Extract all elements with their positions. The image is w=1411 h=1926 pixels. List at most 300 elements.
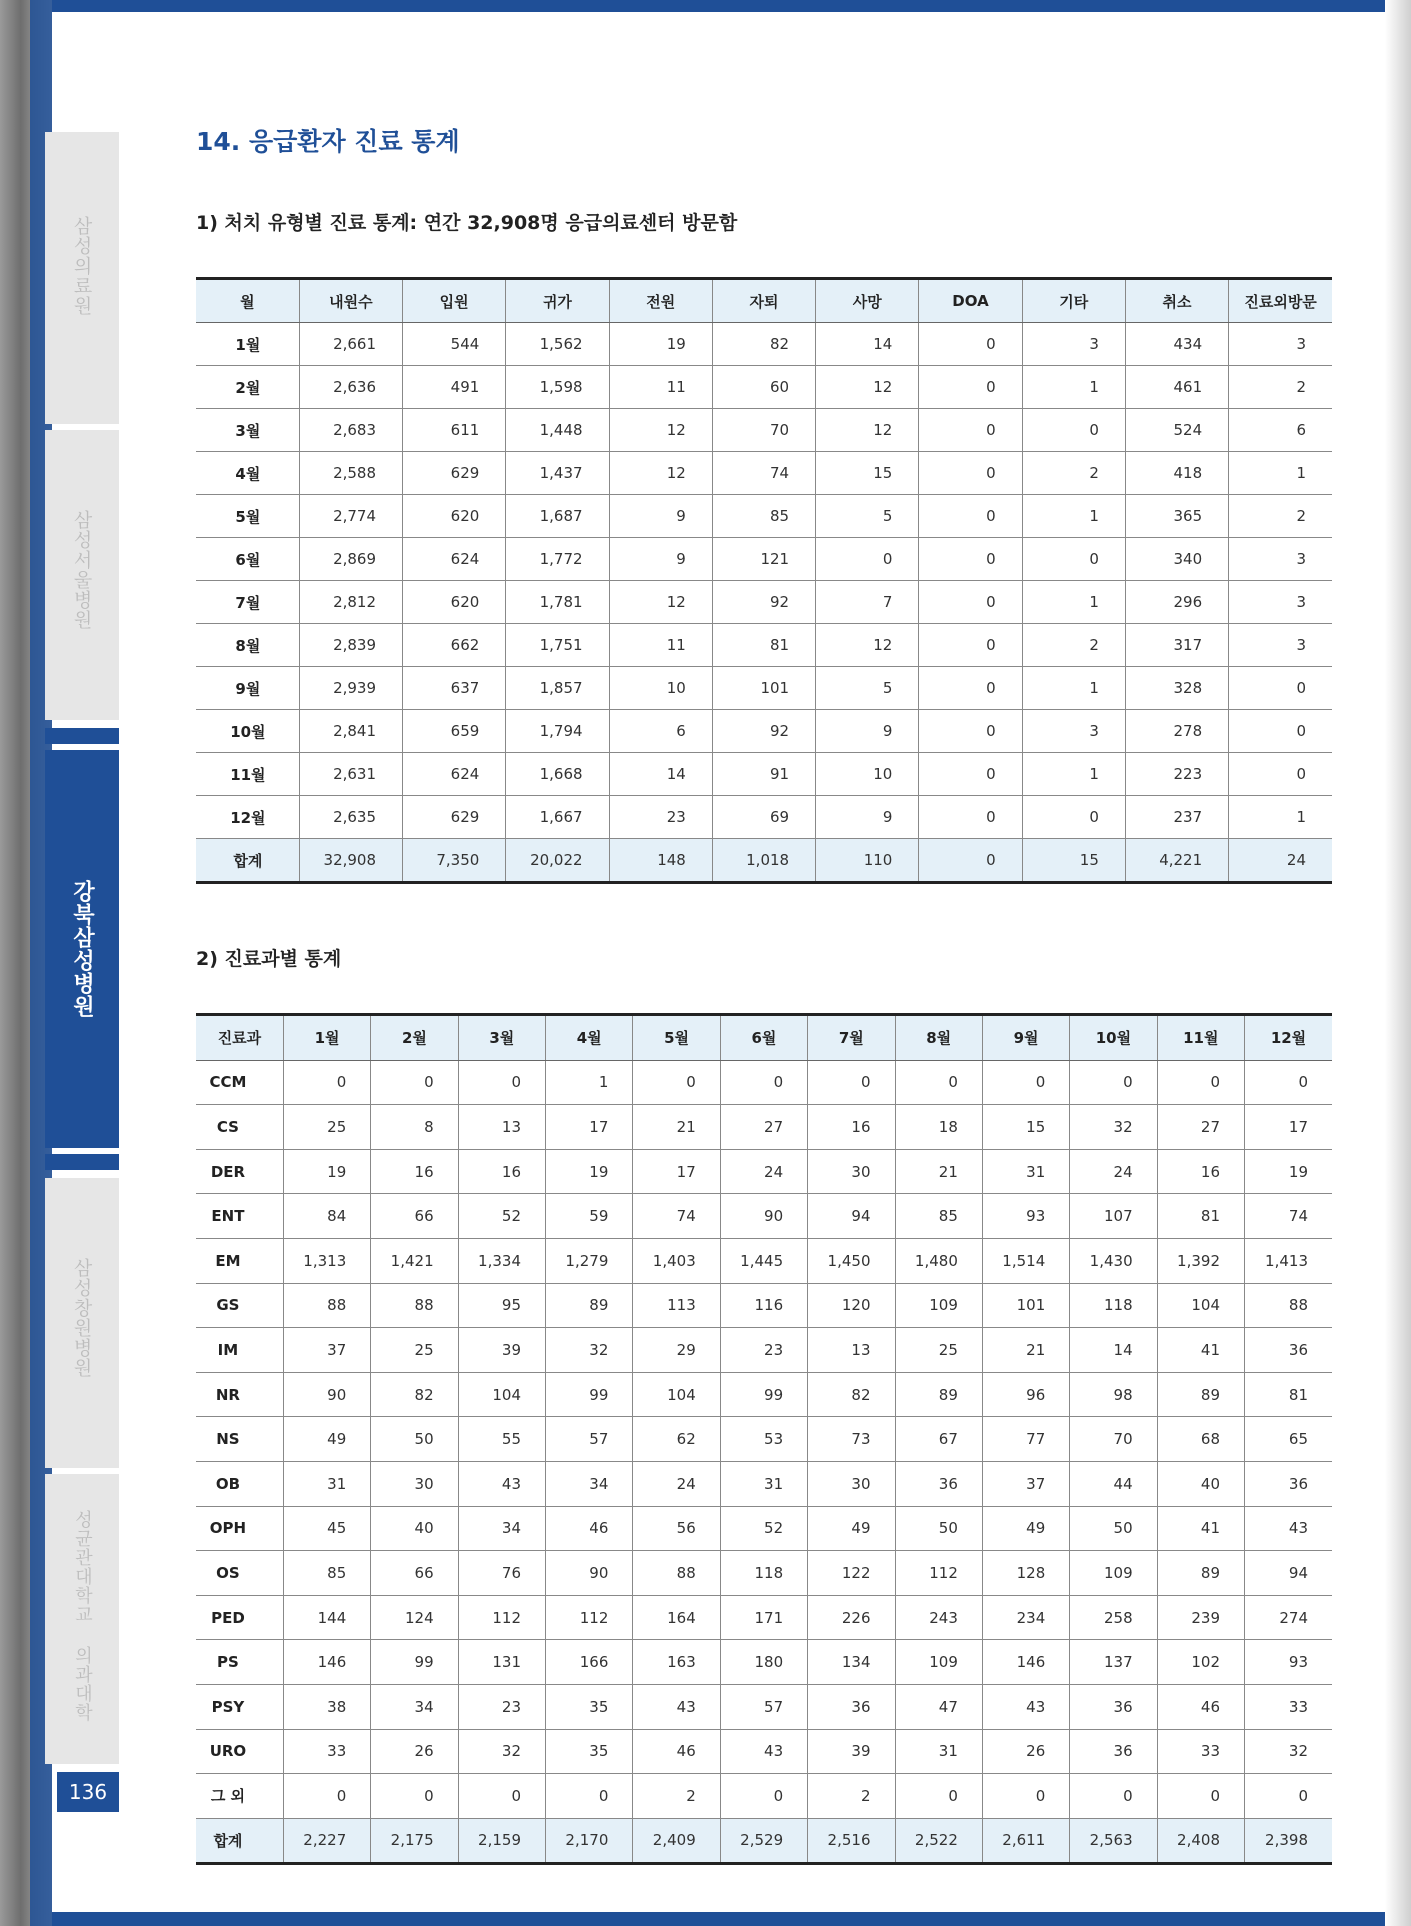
table-cell: 1: [1022, 581, 1125, 624]
table-cell: 2,635: [299, 796, 402, 839]
table-cell: 110: [816, 839, 919, 883]
row-label: NR: [196, 1372, 283, 1417]
table-cell: 81: [1245, 1372, 1333, 1417]
table-cell: 171: [720, 1595, 807, 1640]
row-label: DER: [196, 1149, 283, 1194]
table-cell: 1,562: [506, 323, 609, 366]
table-row: [196, 1551, 1332, 1596]
table-cell: 35: [546, 1729, 633, 1774]
table-cell: 2,631: [299, 753, 402, 796]
table-cell: 14: [816, 323, 919, 366]
row-label: PS: [196, 1640, 283, 1685]
table-cell: 43: [458, 1461, 545, 1506]
table-cell: 101: [712, 667, 815, 710]
table-cell: 93: [1245, 1640, 1333, 1685]
table-cell: 12: [609, 452, 712, 495]
table-cell: 0: [283, 1060, 370, 1105]
table-cell: 50: [371, 1417, 458, 1462]
table-cell: 434: [1125, 323, 1228, 366]
table-cell: 629: [403, 796, 506, 839]
table-cell: 92: [712, 581, 815, 624]
table-cell: 36: [1245, 1461, 1333, 1506]
table-row: [196, 1684, 1332, 1729]
table-cell: 36: [808, 1684, 895, 1729]
table-cell: 16: [1157, 1149, 1244, 1194]
column-header: 진료과: [196, 1015, 283, 1061]
table-cell: 0: [720, 1774, 807, 1819]
row-label: 10월: [196, 710, 299, 753]
table-cell: 2,522: [895, 1818, 982, 1864]
table-cell: 418: [1125, 452, 1228, 495]
table-cell: 85: [283, 1551, 370, 1596]
table-cell: 84: [283, 1194, 370, 1239]
row-label: 5월: [196, 495, 299, 538]
table-cell: 20,022: [506, 839, 609, 883]
column-header: 2월: [371, 1015, 458, 1061]
table-cell: 0: [808, 1060, 895, 1105]
tab-label: 삼성창원병원: [70, 1258, 93, 1378]
table-cell: 0: [895, 1774, 982, 1819]
table-row: [196, 624, 1332, 667]
table-row: [196, 1105, 1332, 1150]
row-label: 3월: [196, 409, 299, 452]
table-cell: 32,908: [299, 839, 402, 883]
table-cell: 1,413: [1245, 1238, 1333, 1283]
tab-samsung-seoul-hospital[interactable]: [45, 430, 119, 720]
table-cell: 1,480: [895, 1238, 982, 1283]
row-label: OPH: [196, 1506, 283, 1551]
table-cell: 31: [895, 1729, 982, 1774]
table-cell: 91: [712, 753, 815, 796]
table-cell: 11: [609, 624, 712, 667]
column-header: 6월: [720, 1015, 807, 1061]
tab-kangbuk-samsung-hospital[interactable]: [45, 750, 119, 1148]
table-cell: 180: [720, 1640, 807, 1685]
table-cell: 98: [1070, 1372, 1157, 1417]
table-cell: 234: [982, 1595, 1069, 1640]
table-cell: 36: [1070, 1729, 1157, 1774]
table-cell: 3: [1229, 538, 1332, 581]
table-cell: 96: [982, 1372, 1069, 1417]
column-header: 3월: [458, 1015, 545, 1061]
table-cell: 94: [808, 1194, 895, 1239]
table-cell: 1: [1022, 667, 1125, 710]
row-label: PSY: [196, 1684, 283, 1729]
table-cell: 328: [1125, 667, 1228, 710]
table-cell: 89: [546, 1283, 633, 1328]
table-cell: 5: [816, 495, 919, 538]
row-label: 2월: [196, 366, 299, 409]
table-row: [196, 495, 1332, 538]
table-cell: 81: [712, 624, 815, 667]
table-cell: 104: [458, 1372, 545, 1417]
table-cell: 19: [609, 323, 712, 366]
table-cell: 274: [1245, 1595, 1333, 1640]
table-cell: 524: [1125, 409, 1228, 452]
table-cell: 1,018: [712, 839, 815, 883]
table-cell: 0: [919, 624, 1022, 667]
table-cell: 70: [1070, 1417, 1157, 1462]
table-cell: 93: [982, 1194, 1069, 1239]
table-cell: 163: [633, 1640, 720, 1685]
total-row: [196, 1818, 1332, 1864]
table-cell: 2,661: [299, 323, 402, 366]
table-cell: 1,334: [458, 1238, 545, 1283]
table-cell: 662: [403, 624, 506, 667]
table-cell: 45: [283, 1506, 370, 1551]
table-cell: 12: [816, 409, 919, 452]
column-header: 7월: [808, 1015, 895, 1061]
table-cell: 120: [808, 1283, 895, 1328]
table-cell: 0: [919, 538, 1022, 581]
table-cell: 0: [919, 581, 1022, 624]
table-cell: 124: [371, 1595, 458, 1640]
table-cell: 14: [1070, 1328, 1157, 1373]
table-cell: 49: [283, 1417, 370, 1462]
table-row: [196, 1729, 1332, 1774]
table-cell: 2,175: [371, 1818, 458, 1864]
row-label: GS: [196, 1283, 283, 1328]
table-cell: 365: [1125, 495, 1228, 538]
table-cell: 30: [808, 1149, 895, 1194]
table-cell: 0: [546, 1774, 633, 1819]
row-label: PED: [196, 1595, 283, 1640]
table-cell: 10: [609, 667, 712, 710]
table-cell: 0: [1229, 710, 1332, 753]
table-cell: 46: [546, 1506, 633, 1551]
section-title: 14. 응급환자 진료 통계: [196, 127, 460, 156]
row-label: 1월: [196, 323, 299, 366]
row-label: OB: [196, 1461, 283, 1506]
table-cell: 1,421: [371, 1238, 458, 1283]
table-cell: 2,227: [283, 1818, 370, 1864]
table-cell: 9: [816, 710, 919, 753]
table-cell: 113: [633, 1283, 720, 1328]
table-cell: 2: [633, 1774, 720, 1819]
table-cell: 41: [1157, 1328, 1244, 1373]
column-header: 5월: [633, 1015, 720, 1061]
table-cell: 90: [283, 1372, 370, 1417]
table-cell: 15: [816, 452, 919, 495]
table-cell: 0: [1070, 1060, 1157, 1105]
tab-samsung-medical-center[interactable]: [45, 132, 119, 424]
table-cell: 2: [1022, 624, 1125, 667]
table-cell: 16: [371, 1149, 458, 1194]
table-cell: 0: [919, 753, 1022, 796]
row-label: URO: [196, 1729, 283, 1774]
table-cell: 88: [283, 1283, 370, 1328]
table-cell: 2,159: [458, 1818, 545, 1864]
table-cell: 544: [403, 323, 506, 366]
table-cell: 1,450: [808, 1238, 895, 1283]
table-cell: 29: [633, 1328, 720, 1373]
table-cell: 8: [371, 1105, 458, 1150]
table-cell: 19: [1245, 1149, 1333, 1194]
table-cell: 0: [1022, 796, 1125, 839]
table-cell: 31: [283, 1461, 370, 1506]
table-row: [196, 409, 1332, 452]
table-cell: 112: [546, 1595, 633, 1640]
table-cell: 68: [1157, 1417, 1244, 1462]
table-cell: 21: [982, 1328, 1069, 1373]
table-cell: 85: [712, 495, 815, 538]
table-cell: 36: [895, 1461, 982, 1506]
table-cell: 0: [371, 1060, 458, 1105]
column-header: 8월: [895, 1015, 982, 1061]
table-row: [196, 1417, 1332, 1462]
table-cell: 0: [1229, 753, 1332, 796]
table-cell: 107: [1070, 1194, 1157, 1239]
table-cell: 2: [1022, 452, 1125, 495]
table-cell: 36: [1245, 1328, 1333, 1373]
table-cell: 2,812: [299, 581, 402, 624]
table-cell: 0: [458, 1774, 545, 1819]
table-cell: 2,683: [299, 409, 402, 452]
table-cell: 6: [609, 710, 712, 753]
active-tab-edge-top: [45, 728, 119, 744]
table-cell: 35: [546, 1684, 633, 1729]
table-cell: 67: [895, 1417, 982, 1462]
table-cell: 1: [1229, 452, 1332, 495]
table-cell: 15: [982, 1105, 1069, 1150]
table-cell: 2,774: [299, 495, 402, 538]
table-cell: 74: [633, 1194, 720, 1239]
column-header: 4월: [546, 1015, 633, 1061]
table-cell: 50: [895, 1506, 982, 1551]
column-header: 귀가: [506, 279, 609, 323]
tab-label: 강북삼성병원: [69, 880, 95, 1018]
table-cell: 0: [720, 1060, 807, 1105]
table-cell: 5: [816, 667, 919, 710]
table-cell: 226: [808, 1595, 895, 1640]
row-label: 11월: [196, 753, 299, 796]
row-label: IM: [196, 1328, 283, 1373]
column-header: 기타: [1022, 279, 1125, 323]
table-cell: 30: [808, 1461, 895, 1506]
table-cell: 10: [816, 753, 919, 796]
table-row: [196, 1372, 1332, 1417]
table-cell: 39: [808, 1729, 895, 1774]
bottom-band: [52, 1912, 1411, 1926]
table-cell: 26: [982, 1729, 1069, 1774]
tab-samsung-changwon-hospital[interactable]: [45, 1178, 119, 1468]
table-cell: 1: [1022, 495, 1125, 538]
table-cell: 0: [1245, 1774, 1333, 1819]
table-cell: 624: [403, 538, 506, 581]
table-cell: 296: [1125, 581, 1228, 624]
table-cell: 620: [403, 495, 506, 538]
table-cell: 0: [919, 366, 1022, 409]
table-cell: 33: [283, 1729, 370, 1774]
table-cell: 1,279: [546, 1238, 633, 1283]
table-cell: 17: [1245, 1105, 1333, 1150]
table-cell: 13: [808, 1328, 895, 1373]
table-row: [196, 366, 1332, 409]
table-cell: 82: [808, 1372, 895, 1417]
table-cell: 52: [720, 1506, 807, 1551]
table-cell: 65: [1245, 1417, 1333, 1462]
table-cell: 1,403: [633, 1238, 720, 1283]
table-cell: 90: [720, 1194, 807, 1239]
table-row: [196, 1640, 1332, 1685]
table-cell: 2,398: [1245, 1818, 1333, 1864]
table-cell: 0: [1157, 1060, 1244, 1105]
table-cell: 637: [403, 667, 506, 710]
column-header: 11월: [1157, 1015, 1244, 1061]
table-cell: 1,794: [506, 710, 609, 753]
table-cell: 1,598: [506, 366, 609, 409]
column-header: 자퇴: [712, 279, 815, 323]
table-cell: 2,588: [299, 452, 402, 495]
row-label: 12월: [196, 796, 299, 839]
table-cell: 2,408: [1157, 1818, 1244, 1864]
table-cell: 49: [982, 1506, 1069, 1551]
table-cell: 2,563: [1070, 1818, 1157, 1864]
table-cell: 237: [1125, 796, 1228, 839]
table-cell: 47: [895, 1684, 982, 1729]
table-row: [196, 1328, 1332, 1373]
table-cell: 243: [895, 1595, 982, 1640]
table-row: [196, 1595, 1332, 1640]
table-row: [196, 581, 1332, 624]
table-cell: 1,667: [506, 796, 609, 839]
table2-title: 2) 진료과별 통계: [196, 948, 342, 970]
table-cell: 2,636: [299, 366, 402, 409]
table-cell: 1,448: [506, 409, 609, 452]
table-cell: 34: [546, 1461, 633, 1506]
tab-label: 삼성서울병원: [70, 510, 93, 630]
table-cell: 0: [458, 1060, 545, 1105]
table-cell: 53: [720, 1417, 807, 1462]
table-cell: 46: [633, 1729, 720, 1774]
row-label: NS: [196, 1417, 283, 1462]
table-row: [196, 1149, 1332, 1194]
table-cell: 49: [808, 1506, 895, 1551]
table-cell: 19: [283, 1149, 370, 1194]
table-cell: 166: [546, 1640, 633, 1685]
table-cell: 134: [808, 1640, 895, 1685]
table-cell: 27: [720, 1105, 807, 1150]
top-band: [52, 0, 1411, 12]
table-cell: 121: [712, 538, 815, 581]
table-cell: 0: [1229, 667, 1332, 710]
table-cell: 69: [712, 796, 815, 839]
table-cell: 34: [371, 1684, 458, 1729]
table-row: [196, 1060, 1332, 1105]
table-cell: 41: [1157, 1506, 1244, 1551]
table-cell: 12: [816, 366, 919, 409]
table-cell: 112: [458, 1595, 545, 1640]
table-cell: 624: [403, 753, 506, 796]
table-cell: 1,687: [506, 495, 609, 538]
table-cell: 1: [1229, 796, 1332, 839]
table-cell: 11: [609, 366, 712, 409]
table-cell: 1,751: [506, 624, 609, 667]
row-label: 7월: [196, 581, 299, 624]
tab-label: 성균관대학교 의과대학: [72, 1510, 93, 1722]
table-cell: 89: [895, 1372, 982, 1417]
table-cell: 17: [633, 1149, 720, 1194]
table-cell: 7: [816, 581, 919, 624]
table-cell: 21: [633, 1105, 720, 1150]
table-cell: 3: [1022, 323, 1125, 366]
table-cell: 2,611: [982, 1818, 1069, 1864]
column-header: 내원수: [299, 279, 402, 323]
table-row: [196, 667, 1332, 710]
table-cell: 1: [546, 1060, 633, 1105]
table-cell: 9: [816, 796, 919, 839]
table-cell: 23: [720, 1328, 807, 1373]
table-cell: 317: [1125, 624, 1228, 667]
table-cell: 0: [283, 1774, 370, 1819]
table-row: [196, 1238, 1332, 1283]
table-cell: 82: [712, 323, 815, 366]
table-cell: 0: [919, 323, 1022, 366]
table-cell: 1,445: [720, 1238, 807, 1283]
table-cell: 40: [371, 1506, 458, 1551]
table-cell: 0: [371, 1774, 458, 1819]
tab-skku-school-of-medicine[interactable]: [45, 1474, 119, 1764]
table-cell: 2: [808, 1774, 895, 1819]
table-header-row: [196, 1015, 1332, 1061]
table-cell: 30: [371, 1461, 458, 1506]
table-cell: 24: [1070, 1149, 1157, 1194]
table-cell: 104: [633, 1372, 720, 1417]
table-cell: 95: [458, 1283, 545, 1328]
table-cell: 66: [371, 1194, 458, 1239]
table-cell: 101: [982, 1283, 1069, 1328]
table-cell: 73: [808, 1417, 895, 1462]
table-cell: 31: [982, 1149, 1069, 1194]
table-cell: 25: [895, 1328, 982, 1373]
table-cell: 60: [712, 366, 815, 409]
table-cell: 164: [633, 1595, 720, 1640]
table-cell: 144: [283, 1595, 370, 1640]
table-cell: 1,514: [982, 1238, 1069, 1283]
table-cell: 620: [403, 581, 506, 624]
table-cell: 146: [982, 1640, 1069, 1685]
table-cell: 24: [1229, 839, 1332, 883]
table-cell: 0: [633, 1060, 720, 1105]
page-number: 136: [57, 1772, 119, 1812]
table-cell: 82: [371, 1372, 458, 1417]
table-cell: 148: [609, 839, 712, 883]
table-cell: 18: [895, 1105, 982, 1150]
table-cell: 32: [1245, 1729, 1333, 1774]
table-cell: 43: [982, 1684, 1069, 1729]
table-cell: 491: [403, 366, 506, 409]
table-cell: 0: [919, 667, 1022, 710]
table-cell: 14: [609, 753, 712, 796]
table-cell: 90: [546, 1551, 633, 1596]
table-cell: 70: [712, 409, 815, 452]
row-label: CCM: [196, 1060, 283, 1105]
table-cell: 55: [458, 1417, 545, 1462]
table-cell: 24: [720, 1149, 807, 1194]
row-label: 6월: [196, 538, 299, 581]
table-cell: 50: [1070, 1506, 1157, 1551]
column-header: 10월: [1070, 1015, 1157, 1061]
table-cell: 102: [1157, 1640, 1244, 1685]
row-label: 9월: [196, 667, 299, 710]
table-cell: 118: [1070, 1283, 1157, 1328]
table-cell: 2,409: [633, 1818, 720, 1864]
table-cell: 2,939: [299, 667, 402, 710]
table-cell: 43: [720, 1729, 807, 1774]
table-cell: 38: [283, 1684, 370, 1729]
column-header: 12월: [1245, 1015, 1333, 1061]
table-row: [196, 710, 1332, 753]
